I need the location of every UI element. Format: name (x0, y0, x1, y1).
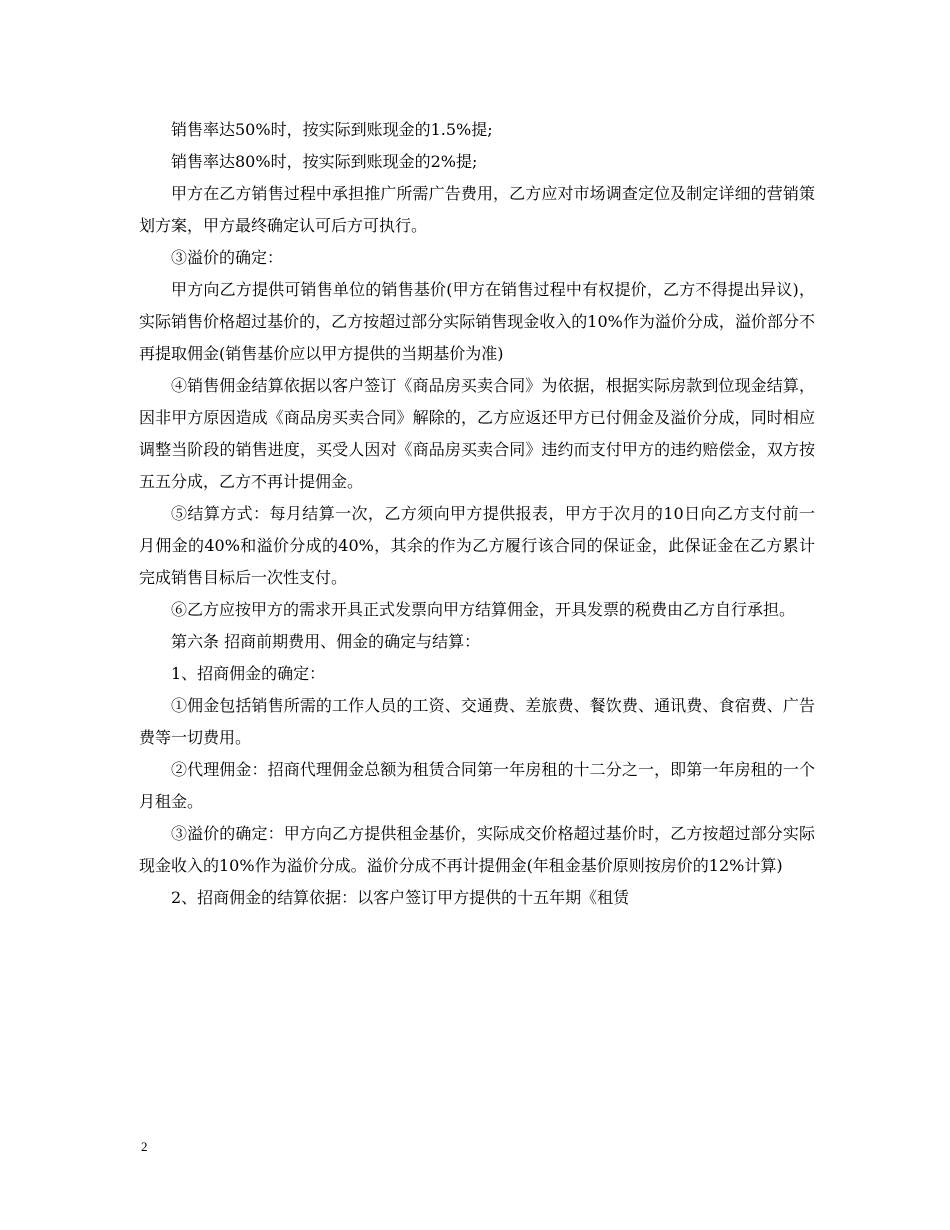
paragraph: ①佣金包括销售所需的工作人员的工资、交通费、差旅费、餐饮费、通讯费、食宿费、广告费等一切费用。 (139, 696, 815, 747)
section-heading: 第六条 招商前期费用、佣金的确定与结算： (171, 632, 481, 651)
paragraph: 销售率达80%时，按实际到账现金的2%提; (171, 152, 478, 171)
paragraph: ⑤结算方式：每月结算一次，乙方须向甲方提供报表，甲方于次月的10日向乙方支付前一月佣金的40%和溢价分成的40%，其余的作为乙方履行该合同的保证金，此保证金在乙方累计完成销售目标后一次性支付。 (139, 504, 815, 587)
paragraph: 甲方向乙方提供可销售单位的销售基价(甲方在销售过程中有权提价，乙方不得提出异议)，实际销售价格超过基价的，乙方按超过部分实际销售现金收入的10%作为溢价分成，溢价部分不再提取佣金(销售基价应以甲方提供的当期基价为准) (139, 280, 815, 363)
paragraph: ⑥乙方应按甲方的需求开具正式发票向甲方结算佣金，开具发票的税费由乙方自行承担。 (171, 600, 796, 619)
paragraph: ③溢价的确定：甲方向乙方提供租金基价，实际成交价格超过基价时，乙方按超过部分实际现金收入的10%作为溢价分成。溢价分成不再计提佣金(年租金基价原则按房价的12%计算) (139, 824, 815, 875)
paragraph: ③溢价的确定： (171, 248, 284, 267)
paragraph: 1、招商佣金的确定： (171, 664, 326, 683)
paragraph: 2、招商佣金的结算依据：以客户签订甲方提供的十五年期《租赁 (171, 888, 630, 907)
document-body (139, 114, 815, 914)
paragraph: 甲方在乙方销售过程中承担推广所需广告费用，乙方应对市场调查定位及制定详细的营销策划方案，甲方最终确定认可后方可执行。 (139, 184, 815, 235)
paragraph: 销售率达50%时，按实际到账现金的1.5%提; (171, 120, 493, 139)
page-number: 2 (141, 1139, 148, 1154)
paragraph: ④销售佣金结算依据以客户签订《商品房买卖合同》为依据，根据实际房款到位现金结算，因非甲方原因造成《商品房买卖合同》解除的，乙方应返还甲方已付佣金及溢价分成，同时相应调整当阶段的销售进度，买受人因对《商品房买卖合同》违约而支付甲方的违约赔偿金，双方按五五分成，乙方不再计提佣金。 (139, 376, 815, 491)
paragraph: ②代理佣金：招商代理佣金总额为租赁合同第一年房租的十二分之一，即第一年房租的一个月租金。 (139, 760, 815, 811)
